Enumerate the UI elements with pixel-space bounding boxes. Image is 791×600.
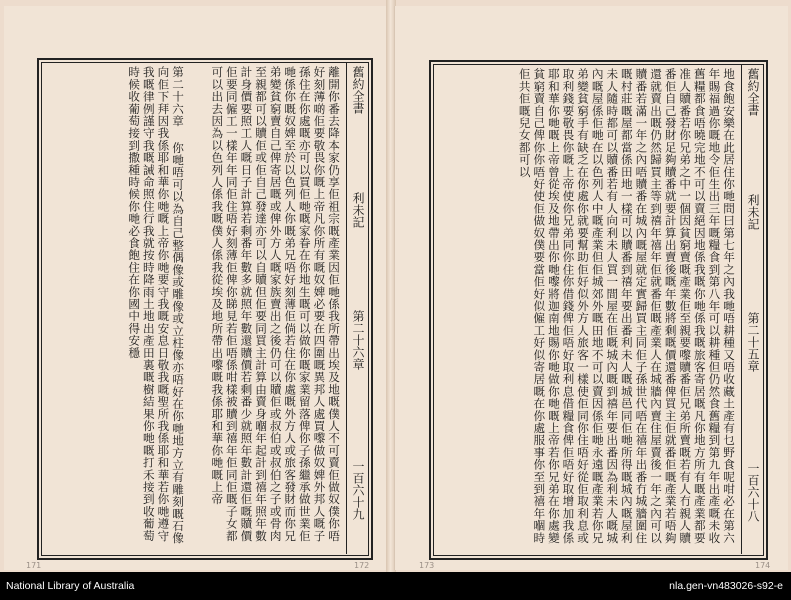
left-book-name: 利未記 [351, 192, 365, 228]
right-pencil-folio-a: 173 [419, 561, 435, 570]
left-page [4, 6, 389, 570]
right-chapter-label: 第二十五章 [746, 312, 760, 372]
left-page-number: 一百六十九 [351, 460, 365, 520]
library-name: National Library of Australia [6, 580, 135, 592]
left-pencil-folio-a: 171 [26, 561, 42, 570]
image-identifier: nla.gen-vn483026-s92-e [669, 580, 783, 592]
left-chapter-label: 第二十六章 [351, 310, 365, 370]
right-page [394, 6, 788, 570]
left-pencil-folio-b: 172 [354, 561, 370, 570]
right-book-name: 利未記 [746, 194, 760, 230]
left-head-divider [346, 62, 347, 554]
library-credit-bar [0, 572, 791, 600]
left-chapter-26-text: 第二十六章 你哋唔可以為自己整偶像或雕像或立柱像亦唔好在你哋地方立有雕刻嘅石像向佢下拜因我係耶和華你哋嘅上帝你哋要守我嘅安息日敬我嘅聖所我係耶和華若你哋遵守我嘅律例謹守我嘅誡命照住行我就按時降雨土地出產田裏嘅樹結果你哋嘅打禾接到收葡萄時候收葡萄接到撒種時候你哋必食飽住在你國中得安穩 [127, 66, 185, 545]
right-head-divider [741, 64, 742, 554]
left-body-text: 離開你番去降本家仍享佢祖宗嘅產業因佢哋係我所帶出埃及地嘅僕人不可賣佢做奴僕你唔好刻薄啲佢要敬畏你嘅上帝凡你所有嘅奴婢必要在四圍嘅異邦人處買嚟做奴婢外邦人嘅子孫住在你處嘅亦可以買佢哋嘅家眷在你地生嘅可以做你嘅家業留落俾你子孫繼承做世業佢哋係你嘅奴婢至於以色列人你嘅弟兄唔好刻薄佢倘若住在你處嘅外方人或旅客發財而你兄弟變貧窮賣自己俾寄居嘅或俾外方人嘅家族賣出之後仍可以贖佢或叔伯或叔伯之子或骨肉至親都可以贖佢或佢自己發達亦可以自贖但佢要同買主計算由賣身嗰年起計到禧年照年數計身價要照工人嘅日子計算若剩番年數多就照年數還贖價若剩番少就照年數計還佢嘅贖價佢要同僱工一樣年年同佢住唔好刻薄佢俾你睇見若佢唔係咁樣被贖到禧年佢同佢嘅子女都可以出去因為以色列人係我嘅僕人係我從埃及地所帶出嚟嘅我係耶和華你哋嘅上帝 [210, 66, 341, 542]
right-page-number: 一百六十八 [746, 462, 760, 522]
right-book-title: 舊約全書 [746, 68, 760, 116]
left-page-frame [37, 58, 373, 560]
right-pencil-folio-b: 174 [755, 561, 771, 570]
right-body-text: 地食飽安樂在此居住你哋問曰第七年之內我哋唔耕種又唔收藏土產有乜野食呢咁必在第六年賜福過你嘅地令佢生出三年嘅糧食到第八年可以耕種但仍然食舊糧到第九年出產嘅未收舊糧都食唔曉完地不可以賣絕因地係我嘅你哋係我嘅旅客寄居嘅凡你地方所有嘅產業都要准人贖番若你兄弟之中一個因貧窮賣嘅產業佢至親要嚟贖番佢兄弟所賣嘅若有人冇親人贖番佢自己發財足夠贖番就要計算出賣後嘅年數將剩嘅價還番俾買主佢就番佢嘅產業若唔夠還就賣出嘅仍然歸買主等到禧年禧年佢就番佢嘅產業人在城牆內賣住屋賣後一年之內可以贖番若滿一年之內唔贖番在城內嘅屋就定實歸買主同佢子孫世代唔在禧年出番冇城牆圍住嘅村莊嘅屋都當係田地一樣可以贖番到禧年要出番利未人嘅城邑同佢哋所得嘅城內嘅屋利未人隨時都可以贖番若有人向利未人買一間屋在佢嘅城內嘅到禧年要出番因為利未人嘅城內嘅屋係佢哋在以色列人中嘅產業但佢城郊外嘅田地不可以賣因係佢哋永遠嘅產業若你兄弟變貧窮手有缺乏在你處你就要幫助佢好似外方人旅客一樣使佢同你住唔好從佢取利息或取利錢要敬畏你嘅上帝使你兄弟同你住你借錢俾佢唔好取利息借糧食俾佢唔好取增加我係耶和華你哋嘅上帝曾從埃及地帶出你哋嚟將迦南地賜你哋做你哋嘅上帝若你兄弟在你處變貧窮賣自己俾你你唔好使佢做奴僕要當佢好似僱工好似寄居嘅在你處服事你至到禧年嗰時佢共佢嘅兒女都可以 [517, 68, 736, 544]
left-book-title: 舊約全書 [351, 66, 365, 114]
right-page-frame [429, 60, 768, 560]
